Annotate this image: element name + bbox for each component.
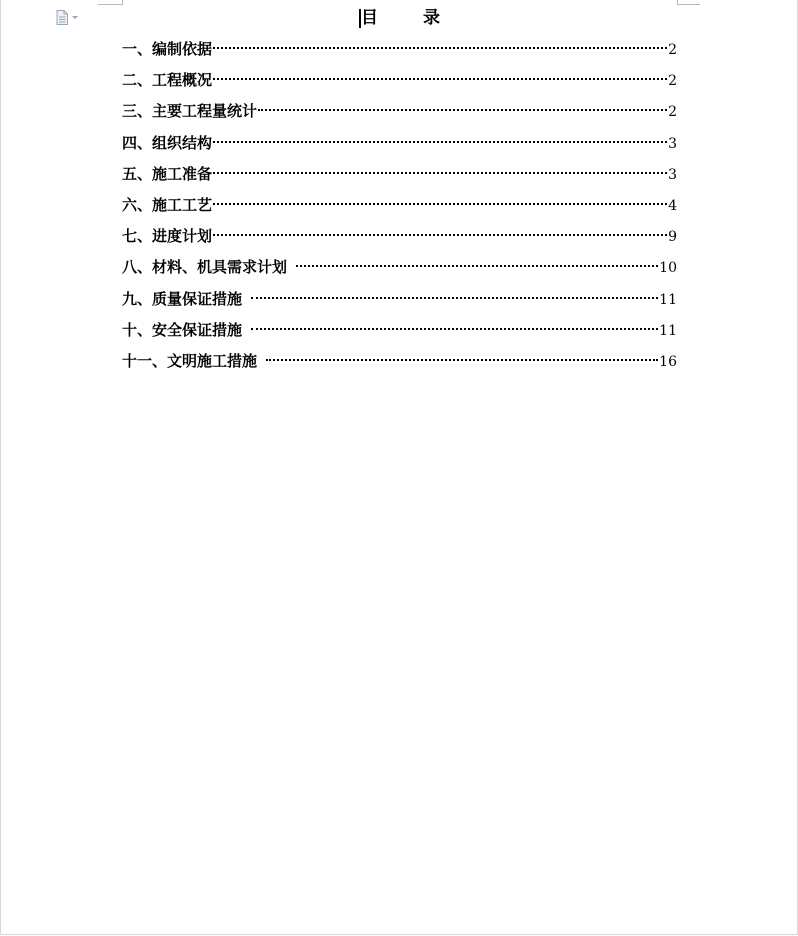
toc-entry-page-number: 3 (668, 135, 677, 152)
toc-entry-label: 六、施工工艺 (122, 195, 213, 214)
toc-entry[interactable] (122, 131, 677, 162)
toc-entry-label: 三、主要工程量统计 (122, 102, 258, 121)
toc-entry-page-number: 16 (659, 353, 677, 370)
toc-entry-page-number: 2 (668, 104, 677, 121)
toc-dot-leader (213, 141, 667, 143)
toc-entry-page-number: 9 (668, 229, 677, 246)
toc-entry[interactable] (122, 193, 677, 224)
toc-entry[interactable] (122, 162, 677, 193)
crop-mark-left (98, 0, 123, 5)
toc-entry[interactable] (122, 318, 677, 349)
toc-dot-leader (266, 359, 658, 361)
toc-entry[interactable] (122, 349, 677, 380)
toc-dot-leader (251, 297, 658, 299)
toc-dot-leader (213, 47, 667, 49)
toc-entry-page-number: 11 (659, 291, 677, 308)
toc-dot-leader (213, 234, 667, 236)
toc-entry-label: 四、组织结构 (122, 133, 213, 152)
toc-entry-page-number: 2 (668, 42, 677, 58)
toc-dot-leader (213, 172, 667, 174)
table-of-contents (122, 37, 677, 380)
toc-entry-label: 七、进度计划 (122, 227, 213, 246)
toc-dot-leader (251, 328, 658, 330)
title-char-1: 目 (361, 8, 378, 28)
toc-dot-leader (296, 265, 658, 267)
toc-dot-leader (258, 109, 667, 111)
toc-entry-page-number: 4 (668, 197, 677, 214)
toc-entry[interactable] (122, 99, 677, 130)
toc-entry[interactable] (122, 68, 677, 99)
toc-dot-leader (213, 203, 667, 205)
document-icon (56, 10, 68, 25)
crop-mark-right (677, 0, 700, 5)
toc-entry-label: 一、编制依据 (122, 40, 213, 58)
toc-entry[interactable] (122, 287, 677, 318)
toc-entry-page-number: 10 (659, 260, 677, 277)
toc-entry[interactable] (122, 224, 677, 255)
page-title (359, 6, 440, 30)
toc-entry-label: 十、安全保证措施 (122, 320, 243, 339)
toc-entry-label: 二、工程概况 (122, 71, 213, 90)
toc-dot-leader (213, 78, 667, 80)
toc-entry-page-number: 2 (668, 73, 677, 90)
toc-entry-label: 十一、文明施工措施 (122, 351, 258, 370)
toc-entry-label: 八、材料、机具需求计划 (122, 258, 288, 277)
toc-entry[interactable] (122, 37, 677, 68)
toc-entry-label: 五、施工准备 (122, 164, 213, 183)
text-cursor (359, 9, 361, 28)
document-menu-button[interactable] (56, 9, 86, 25)
chevron-down-icon (72, 16, 78, 19)
toc-entry-label: 九、质量保证措施 (122, 289, 243, 308)
toc-entry-page-number: 3 (668, 166, 677, 183)
toc-entry-page-number: 11 (659, 322, 677, 339)
title-char-2: 录 (423, 8, 440, 28)
toc-entry[interactable] (122, 255, 677, 286)
